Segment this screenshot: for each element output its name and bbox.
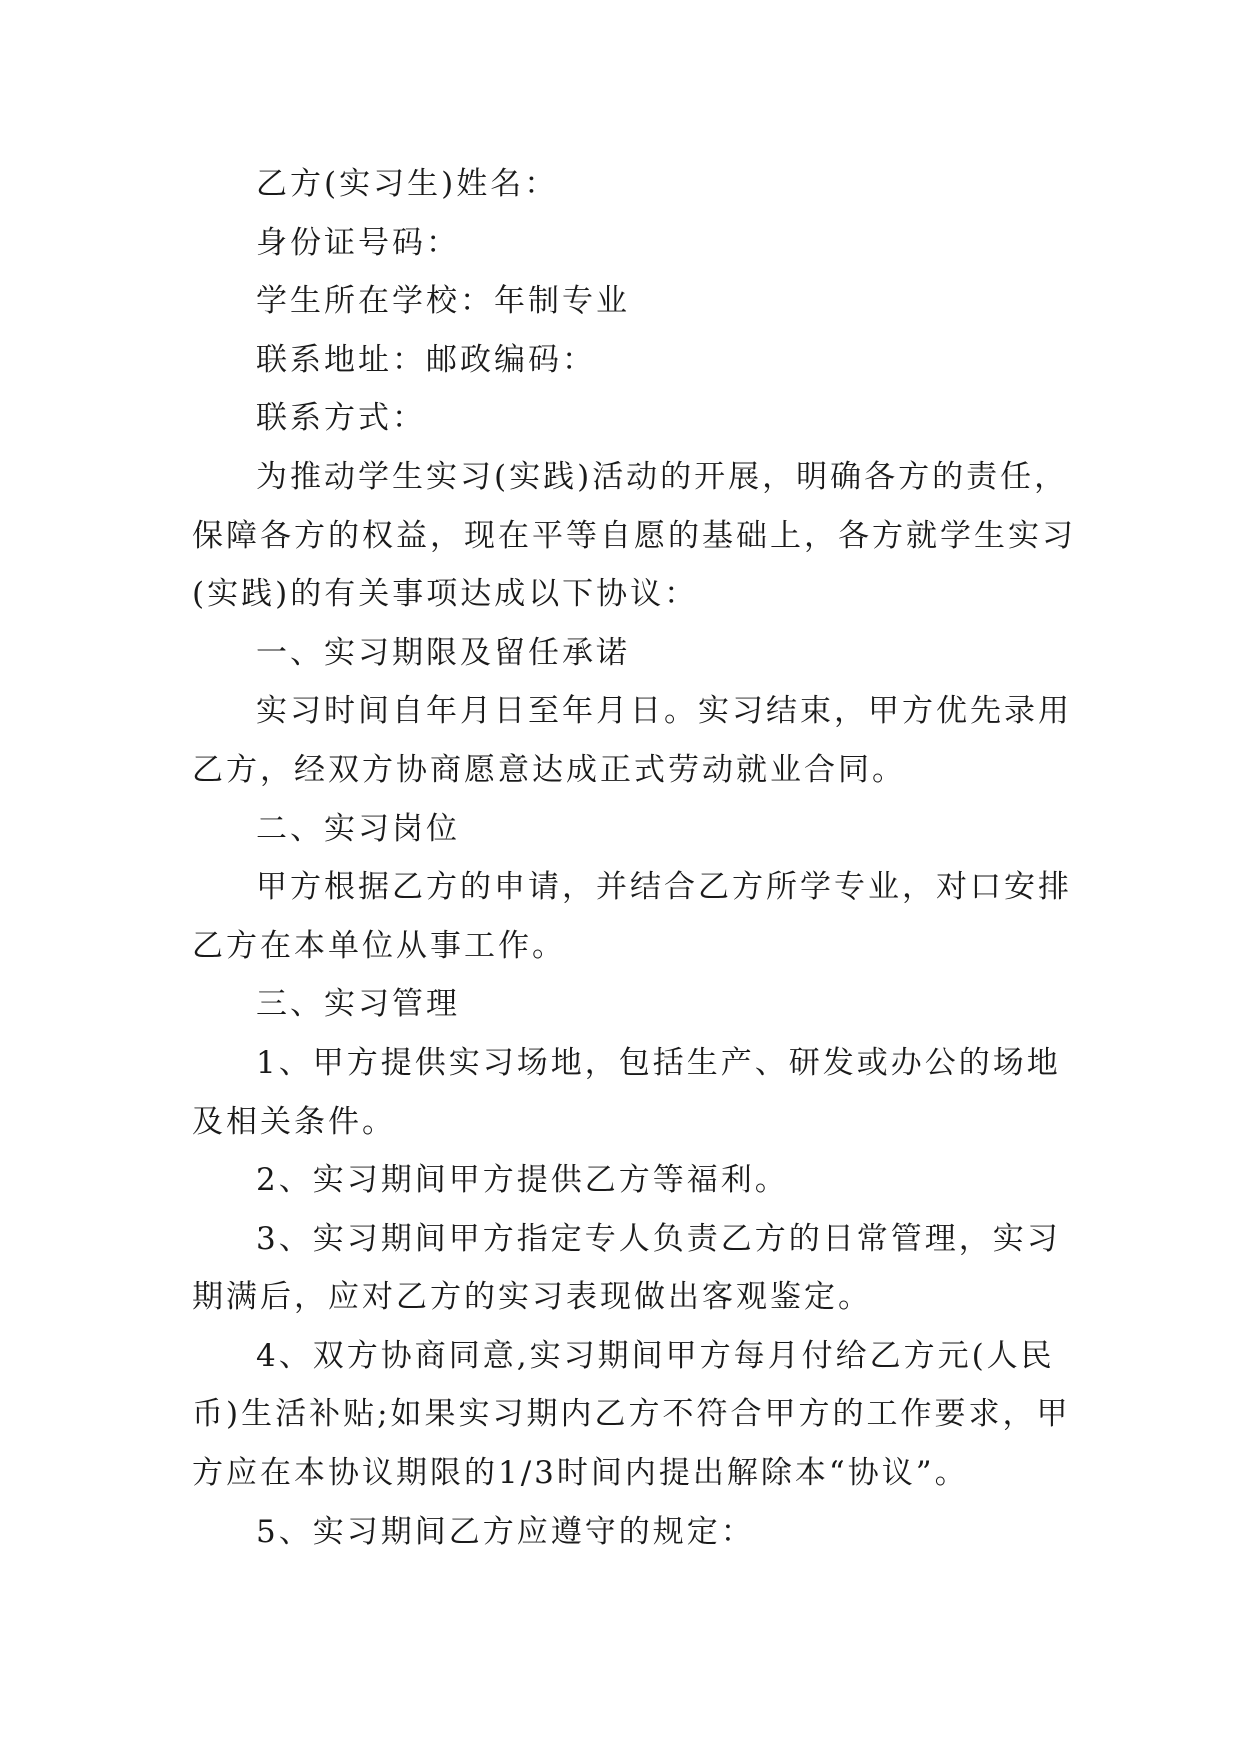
preamble-line-1: 为推动学生实习(实践)活动的开展，明确各方的责任， bbox=[256, 458, 1069, 495]
document-body bbox=[192, 155, 1076, 1561]
section-1-line-2: 乙方，经双方协商愿意达成正式劳动就业合同。 bbox=[192, 751, 906, 788]
field-contact: 联系方式： bbox=[256, 400, 426, 437]
clause-2: 2、实习期间甲方提供乙方等福利。 bbox=[256, 1162, 789, 1199]
clause-1-line-2: 及相关条件。 bbox=[192, 1103, 396, 1140]
clause-3-line-2: 期满后，应对乙方的实习表现做出客观鉴定。 bbox=[192, 1279, 872, 1316]
clause-4-line-3: 方应在本协议期限的1/3时间内提出解除本“协议”。 bbox=[192, 1455, 969, 1492]
preamble-line-2: 保障各方的权益，现在平等自愿的基础上，各方就学生实习 bbox=[192, 517, 1076, 554]
field-address: 联系地址：邮政编码： bbox=[256, 341, 596, 378]
preamble-line-3: (实践)的有关事项达成以下协议： bbox=[192, 576, 699, 613]
section-heading-1: 一、实习期限及留任承诺 bbox=[256, 634, 630, 671]
clause-4-line-1: 4、双方协商同意,实习期间甲方每月付给乙方元(人民 bbox=[256, 1337, 1055, 1374]
section-2-line-2: 乙方在本单位从事工作。 bbox=[192, 927, 566, 964]
clause-3-line-1: 3、实习期间甲方指定专人负责乙方的日常管理，实习 bbox=[256, 1220, 1061, 1257]
section-1-line-1: 实习时间自年月日至年月日。实习结束，甲方优先录用 bbox=[256, 693, 1072, 730]
section-heading-3: 三、实习管理 bbox=[256, 986, 460, 1023]
field-id-number: 身份证号码： bbox=[256, 224, 460, 261]
field-school: 学生所在学校：年制专业 bbox=[256, 283, 630, 320]
clause-5: 5、实习期间乙方应遵守的规定： bbox=[256, 1513, 755, 1550]
clause-1-line-1: 1、甲方提供实习场地，包括生产、研发或办公的场地 bbox=[256, 1044, 1061, 1081]
field-intern-name: 乙方(实习生)姓名： bbox=[256, 166, 559, 202]
section-heading-2: 二、实习岗位 bbox=[256, 810, 460, 847]
section-2-line-1: 甲方根据乙方的申请，并结合乙方所学专业，对口安排 bbox=[256, 869, 1072, 906]
clause-4-line-2: 币)生活补贴;如果实习期内乙方不符合甲方的工作要求，甲 bbox=[192, 1396, 1071, 1433]
